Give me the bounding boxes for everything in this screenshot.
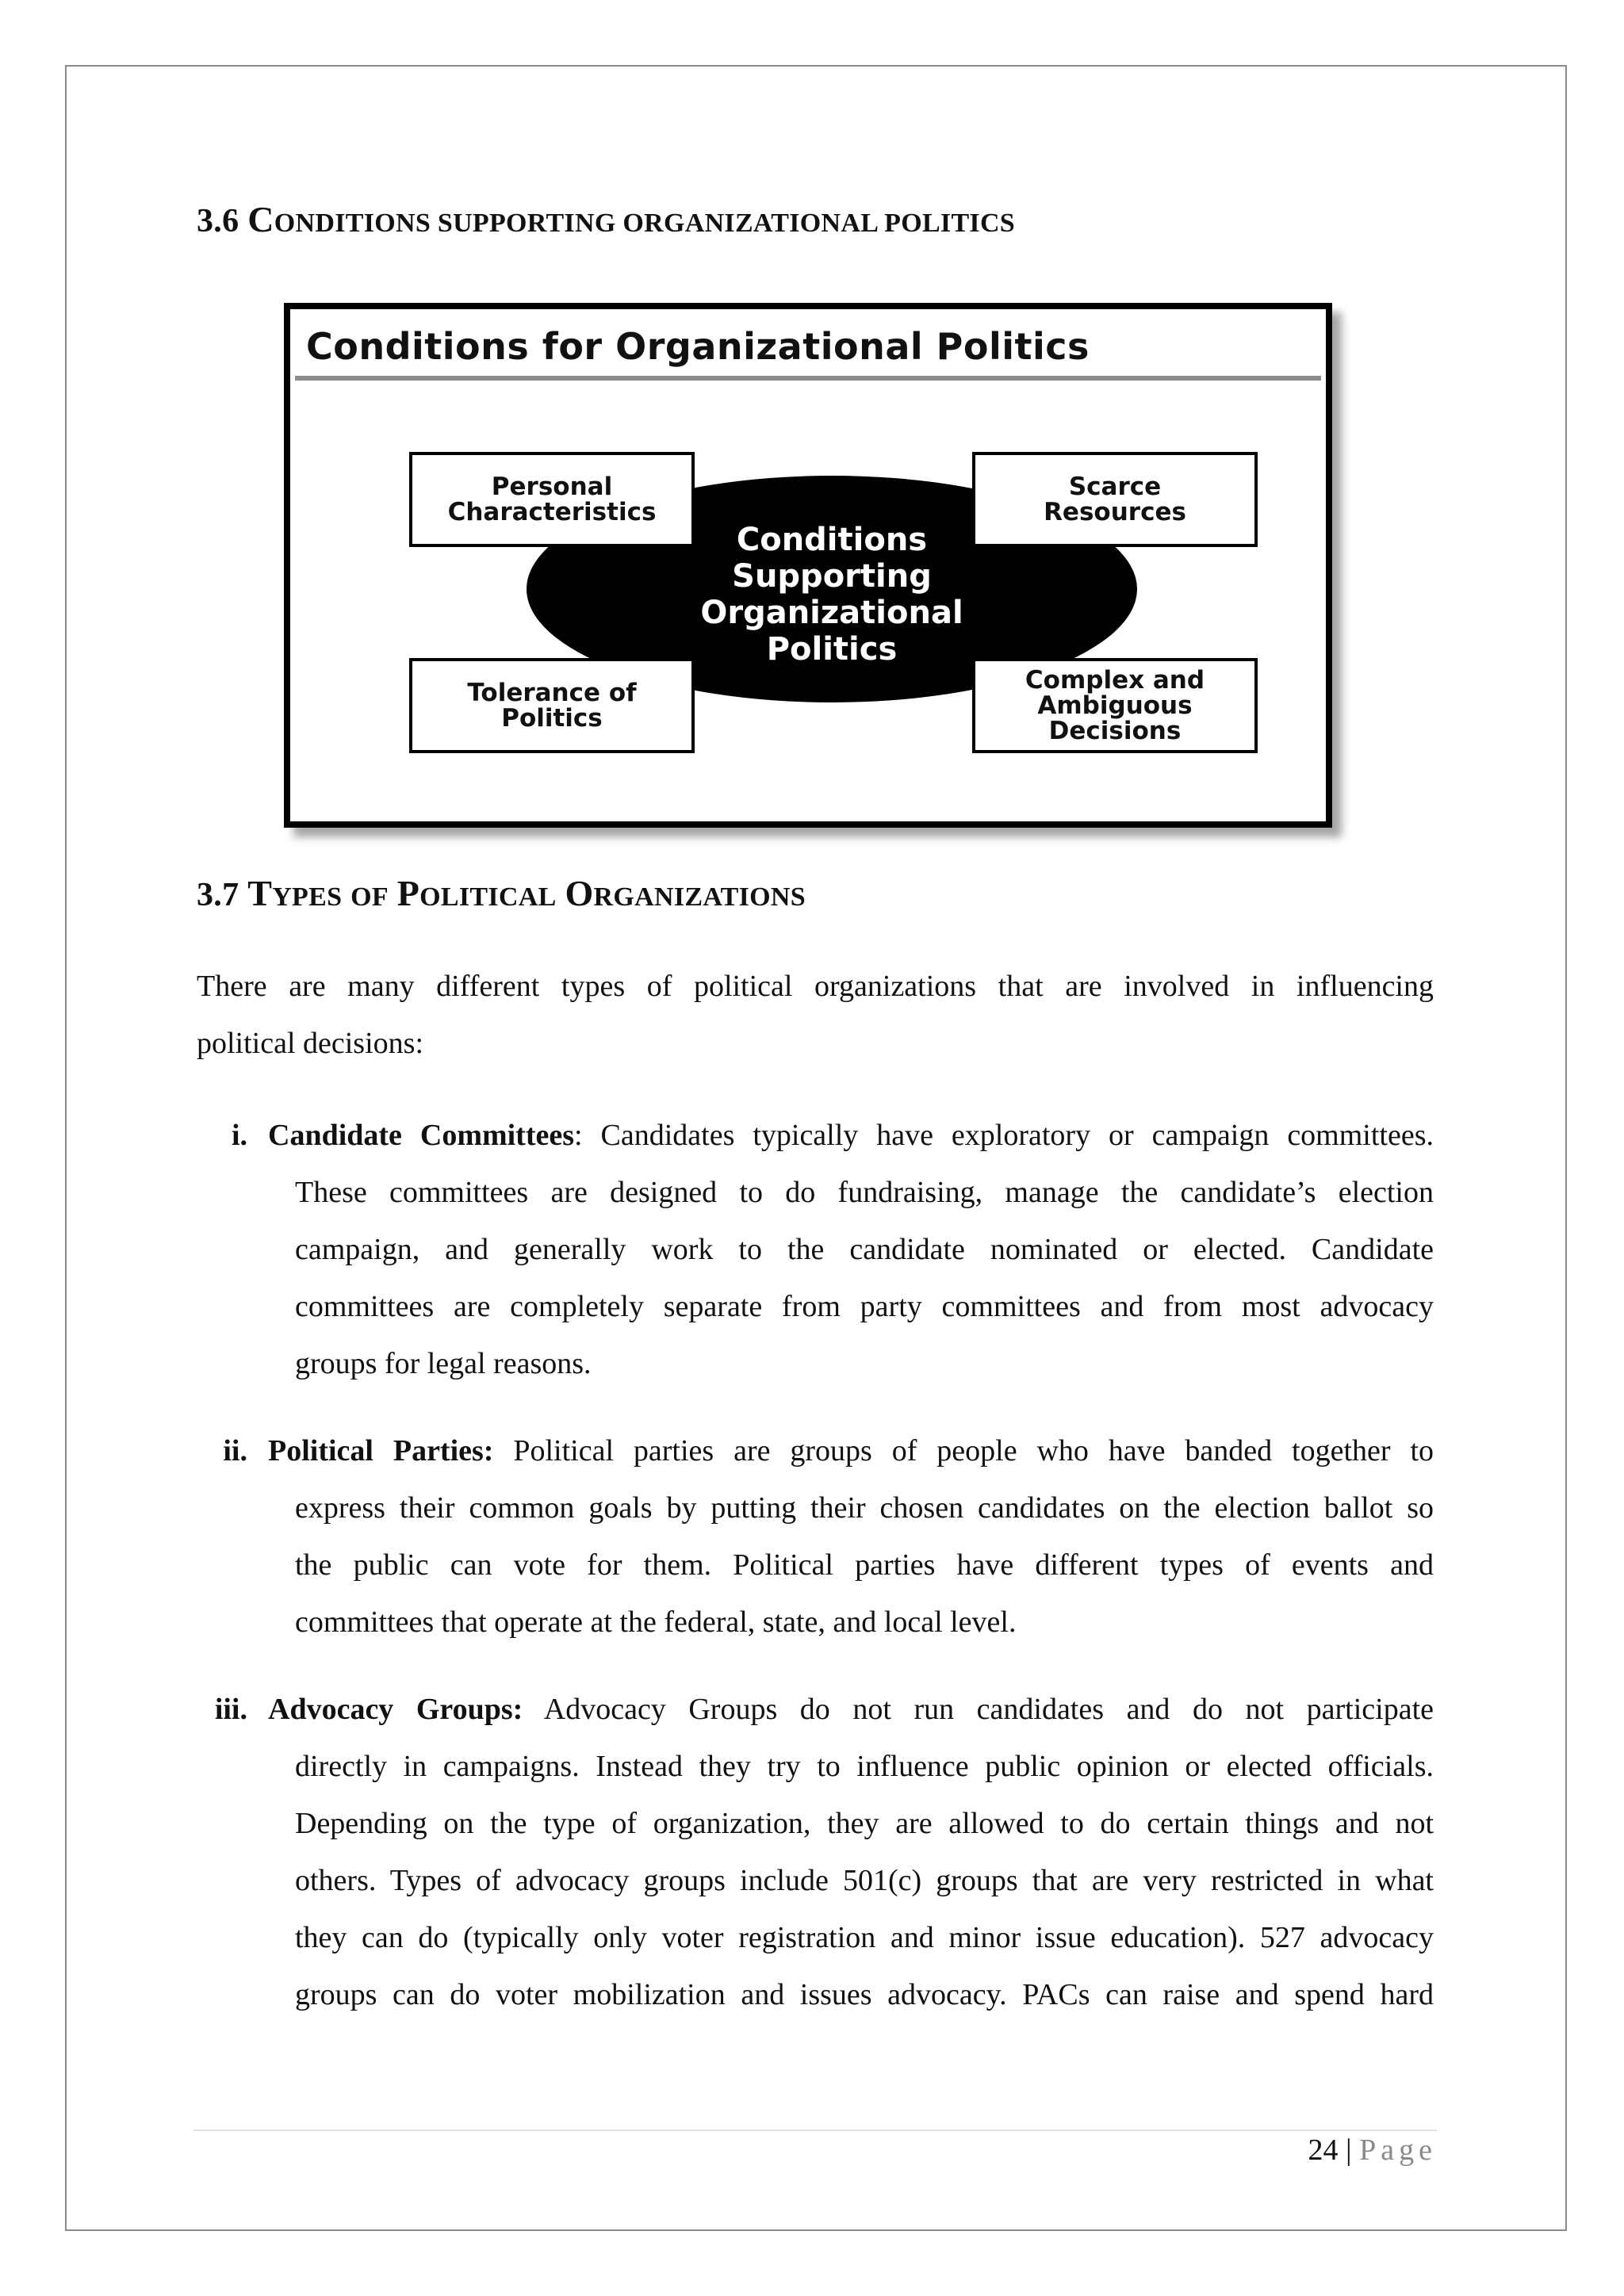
box-complex-ambiguous-decisions bbox=[972, 658, 1258, 753]
paragraph-line: others. Types of advocacy groups include 501(c) groups that are very restricted in what bbox=[295, 1864, 1434, 1897]
heading-rest: YPES bbox=[272, 882, 343, 912]
paragraph-line: express their common goals by putting their chosen candidates on the election ballot so bbox=[295, 1491, 1434, 1525]
paragraph-line: committees that operate at the federal, state, and local level. bbox=[295, 1605, 1017, 1639]
box-tolerance-of-politics bbox=[409, 658, 695, 753]
list-item-number: iii. bbox=[214, 1693, 247, 1726]
heading-initial: P bbox=[396, 873, 420, 913]
paragraph-line: they can do (typically only voter registration and minor issue education). 527 advocacy bbox=[295, 1921, 1434, 1954]
intro-paragraph bbox=[197, 958, 1434, 1072]
box-label-line: Resources bbox=[1044, 498, 1186, 526]
paragraph-line bbox=[268, 1681, 1434, 1738]
section-heading-3-7 bbox=[197, 872, 806, 914]
list-item-text bbox=[268, 1681, 1434, 2023]
box-label-line: Complex and bbox=[1025, 666, 1205, 695]
heading-rest: RGANIZATIONS bbox=[593, 882, 806, 912]
box-label-line: Scarce bbox=[1068, 473, 1162, 501]
paragraph-line: political decisions: bbox=[197, 1027, 424, 1060]
box-label-line: Characteristics bbox=[447, 498, 657, 526]
paragraph-line: groups for legal reasons. bbox=[295, 1347, 592, 1380]
box-label-line: Tolerance of bbox=[467, 679, 637, 707]
center-label-line: Conditions bbox=[736, 522, 928, 558]
section-heading-3-6 bbox=[197, 198, 1015, 240]
heading-rest: OLITICAL bbox=[419, 882, 557, 912]
box-label-line: Personal bbox=[491, 473, 613, 501]
box-label-line: Decisions bbox=[1048, 717, 1182, 745]
box-scarce-resources bbox=[972, 452, 1258, 547]
page-label: Page bbox=[1359, 2133, 1437, 2167]
box-label-line: Ambiguous bbox=[1037, 691, 1193, 720]
paragraph-line: These committees are designed to do fundraising, manage the candidate’s election bbox=[295, 1176, 1434, 1209]
section-number: 3.7 bbox=[197, 877, 239, 913]
footer-rule bbox=[193, 2130, 1437, 2131]
heading-initial: C bbox=[247, 199, 274, 239]
paragraph-line: campaign, and generally work to the candidate nominated or elected. Candidate bbox=[295, 1233, 1434, 1266]
heading-initial: O bbox=[565, 873, 594, 913]
heading-rest: OF bbox=[350, 882, 389, 912]
page-footer bbox=[1308, 2133, 1437, 2168]
heading-rest: ONDITIONS SUPPORTING ORGANIZATIONAL POLITICS bbox=[274, 209, 1016, 238]
line-rest: Advocacy Groups do not run candidates and do not participate bbox=[523, 1693, 1434, 1726]
paragraph-line bbox=[268, 1422, 1434, 1479]
list-item-term: Advocacy Groups: bbox=[268, 1693, 523, 1726]
list-item-text bbox=[268, 1107, 1434, 1392]
paragraph-line: groups can do voter mobilization and issues advocacy. PACs can raise and spend hard bbox=[295, 1978, 1434, 2011]
paragraph-line: the public can vote for them. Political parties have different types of events and bbox=[295, 1548, 1434, 1582]
list-item-term: Political Parties: bbox=[268, 1434, 494, 1468]
center-label-line: Supporting bbox=[732, 558, 932, 595]
list-item-term: Candidate Committees bbox=[268, 1119, 575, 1152]
paragraph-line: Depending on the type of organization, they are allowed to do certain things and not bbox=[295, 1807, 1434, 1840]
footer-separator: | bbox=[1338, 2133, 1360, 2167]
line-rest: Political parties are groups of people who have banded together to bbox=[493, 1434, 1434, 1468]
list-item-text bbox=[268, 1422, 1434, 1651]
conditions-diagram bbox=[284, 303, 1332, 828]
diagram-title: Conditions for Organizational Politics bbox=[306, 325, 1090, 368]
list-item-number: i. bbox=[231, 1119, 247, 1152]
box-label-line: Politics bbox=[501, 704, 603, 733]
paragraph-line: There are many different types of political organizations that are involved in influencing bbox=[197, 970, 1434, 1003]
box-personal-characteristics bbox=[409, 452, 695, 547]
diagram-title-rule bbox=[295, 376, 1321, 381]
paragraph-line: committees are completely separate from party committees and from most advocacy bbox=[295, 1290, 1434, 1323]
line-rest: : Candidates typically have exploratory or campaign committees. bbox=[574, 1119, 1434, 1152]
center-label-line: Politics bbox=[766, 631, 898, 668]
paragraph-line bbox=[268, 1107, 1434, 1164]
page-number: 24 bbox=[1308, 2133, 1339, 2167]
heading-initial: T bbox=[247, 873, 273, 913]
list-item-number: ii. bbox=[223, 1434, 247, 1468]
section-number: 3.6 bbox=[197, 203, 239, 239]
paragraph-line: directly in campaigns. Instead they try to influence public opinion or elected officials. bbox=[295, 1750, 1434, 1783]
center-label-line: Organizational bbox=[700, 595, 963, 631]
